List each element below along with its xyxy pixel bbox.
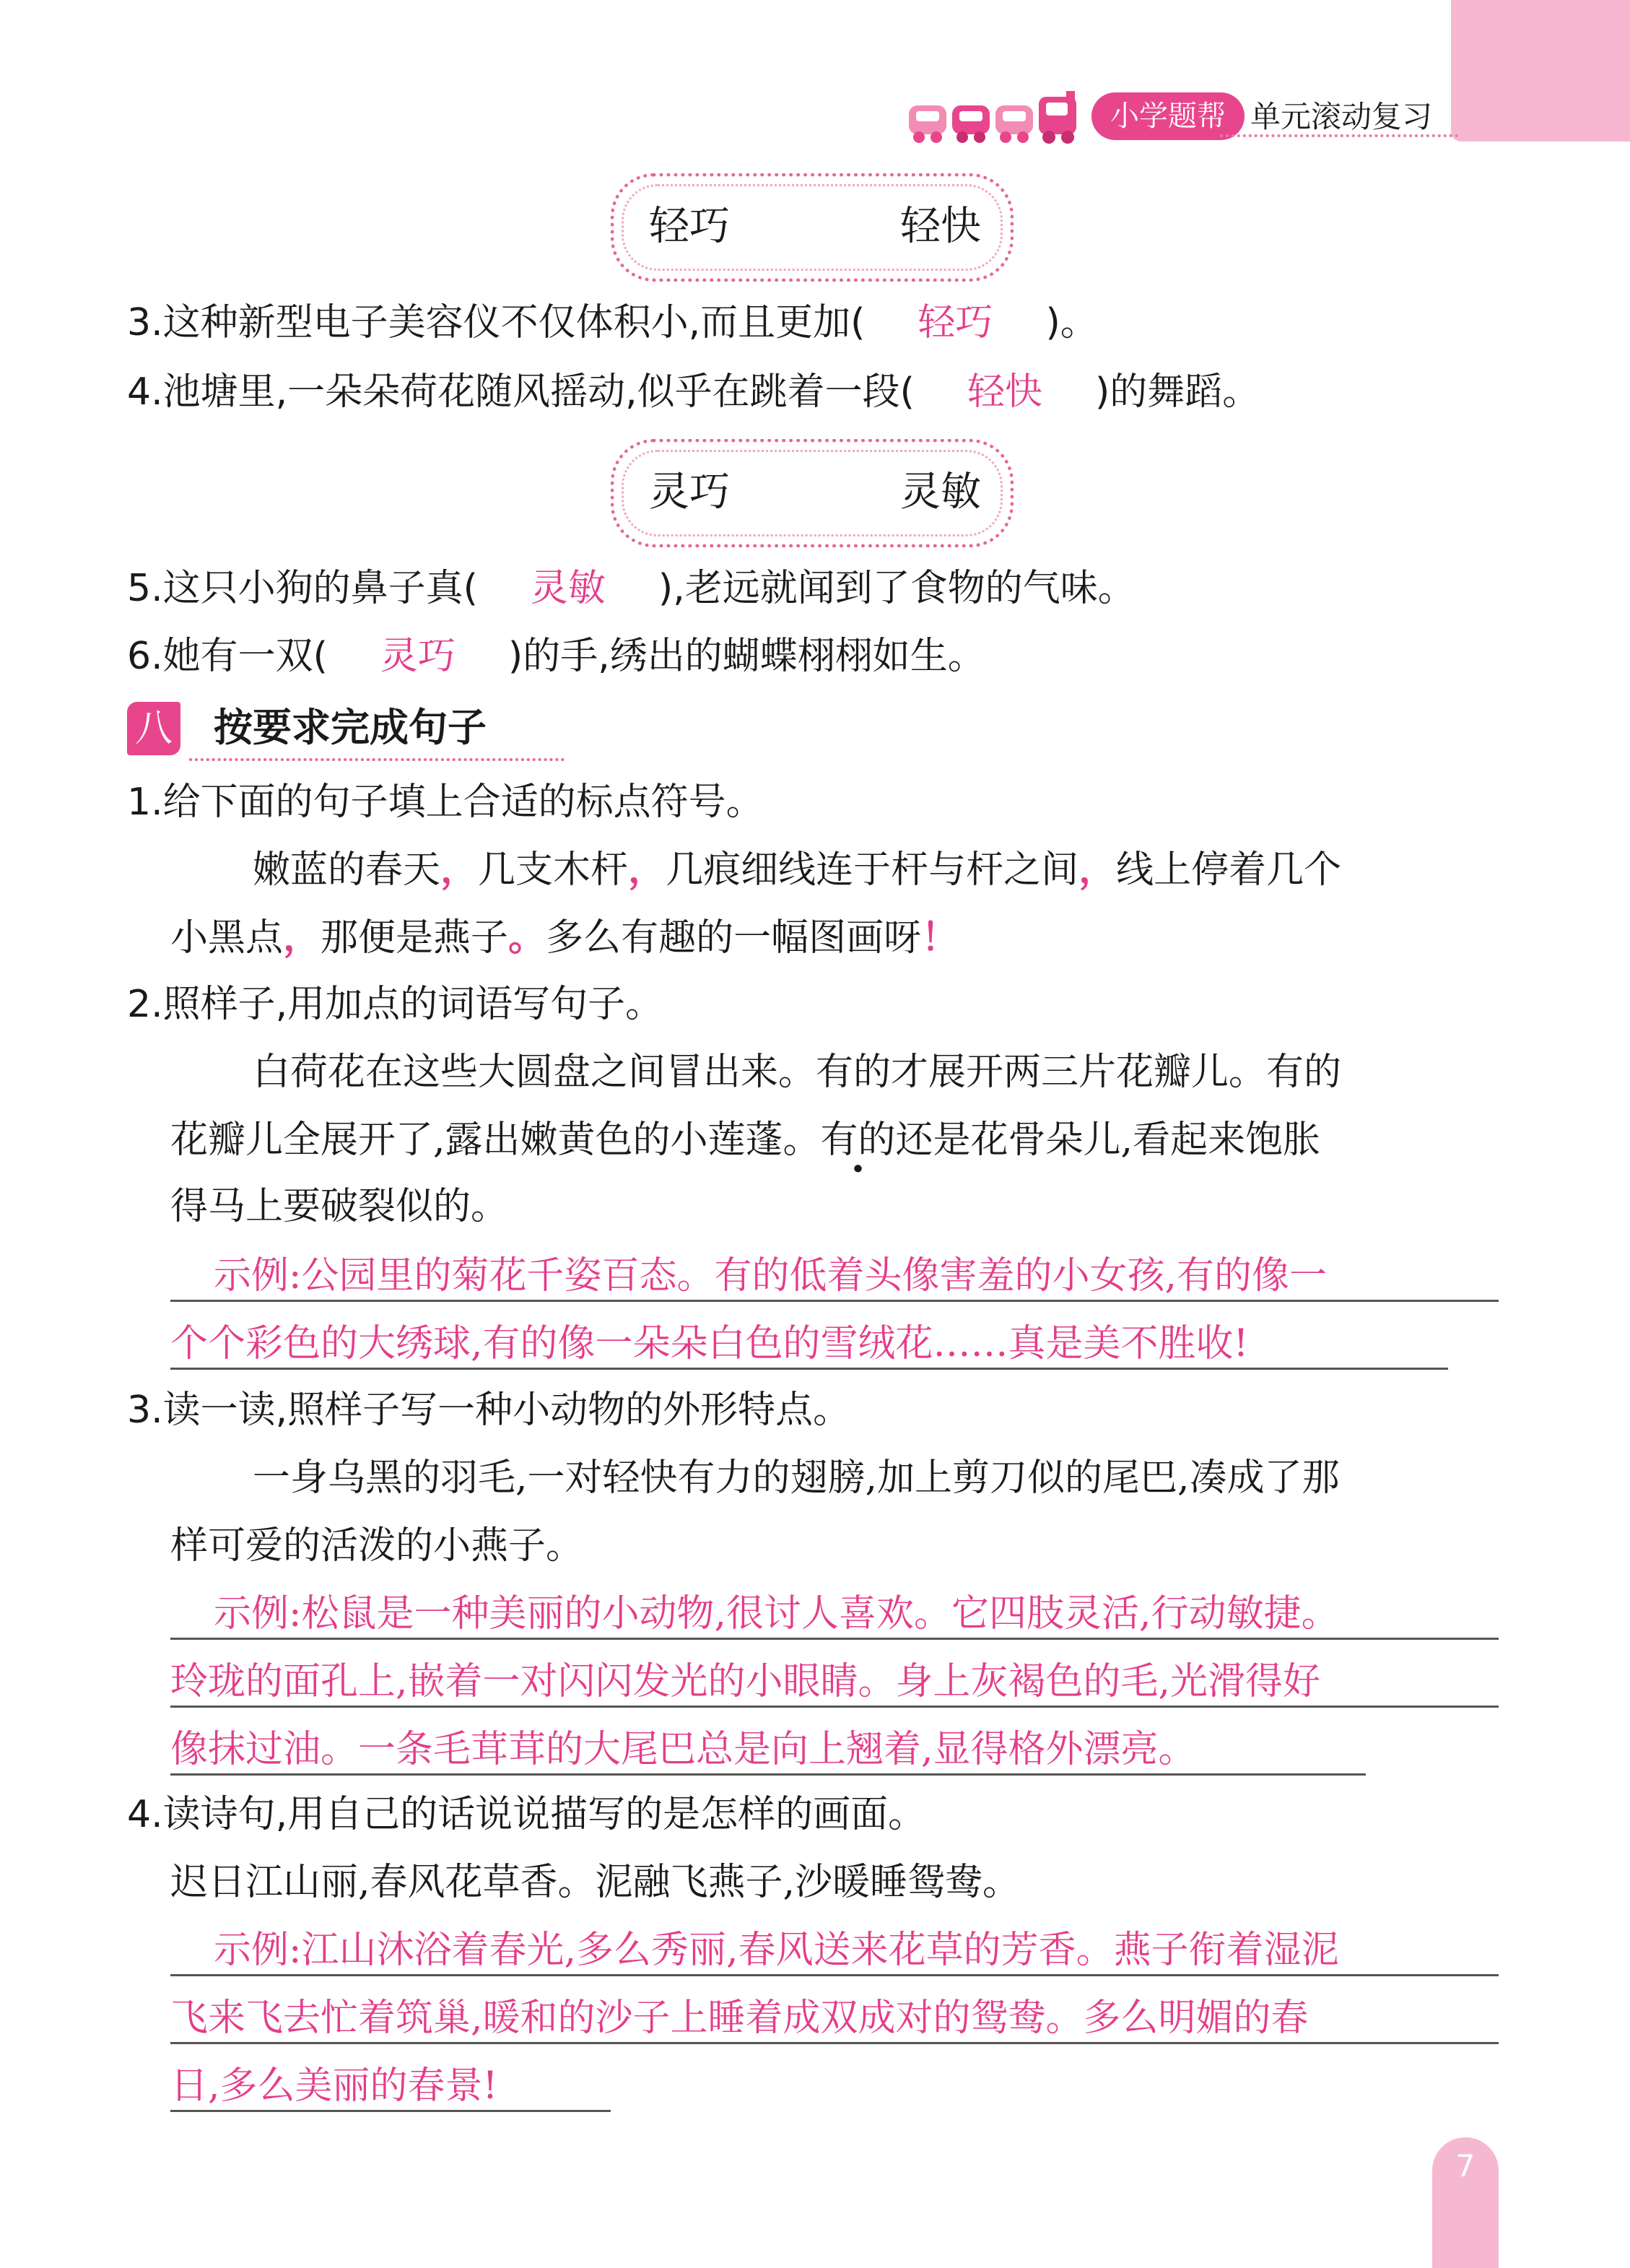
p2-text-line1: 白荷花在这些大圆盘之间冒出来。有的才展开两三片花瓣儿。有的 (253, 1051, 1342, 1094)
p3-answer-line1: 示例:松鼠是一种美丽的小动物,很讨人喜欢。它四肢灵活,行动敏捷。 (214, 1592, 1339, 1635)
p4-poem: 迟日江山丽,春风花草香。泥融飞燕子,沙暖睡鸳鸯。 (170, 1861, 1021, 1904)
answer-rule (170, 1974, 1499, 1976)
answer-rule (170, 2110, 611, 2112)
punct-3: ， (1078, 848, 1117, 892)
word-box-1 (611, 173, 1014, 282)
p3-text-line2: 样可爱的活泼的小燕子。 (170, 1524, 584, 1568)
punct-5: 。 (508, 916, 546, 960)
answer-4: 轻快 (967, 370, 1042, 414)
punct-2: ， (628, 848, 666, 892)
p2-answer-line2: 个个彩色的大绣球,有的像一朵朵白色的雪绒花……真是美不胜收! (170, 1322, 1249, 1365)
word-box-2 (611, 439, 1014, 547)
page-number: 7 (1455, 2148, 1476, 2184)
p1-text-line1: 嫩蓝的春天，几支木杆，几痕细线连于杆与杆之间，线上停着几个 (253, 848, 1342, 892)
corner-tab (1451, 0, 1630, 142)
section-title: 按要求完成句子 (214, 705, 487, 750)
word-box-1-word2: 轻快 (900, 203, 981, 250)
answer-rule (170, 1773, 1366, 1776)
question-6: 6.她有一双( 灵巧 )的手,绣出的蝴蝶栩栩如生。 (127, 631, 985, 682)
p2-answer-line1: 示例:公园里的菊花千姿百态。有的低着头像害羞的小女孩,有的像一 (214, 1254, 1328, 1298)
train-icon (906, 90, 1079, 147)
p4-question: 4.读诗句,用自己的话说说描写的是怎样的画面。 (127, 1793, 926, 1836)
p4-answer-line2: 飞来飞去忙着筑巢,暖和的沙子上睡着成双成对的鸳鸯。多么明媚的春 (170, 1997, 1309, 2040)
question-3: 3.这种新型电子美容仪不仅体积小,而且更加( 轻巧 )。 (127, 297, 1098, 348)
p1-question: 1.给下面的句子填上合适的标点符号。 (127, 781, 764, 824)
answer-6: 灵巧 (380, 635, 456, 678)
section-badge: 八 (127, 702, 180, 755)
header-divider (1220, 134, 1458, 137)
unit-title: 单元滚动复习 (1250, 99, 1433, 134)
p3-text-line1: 一身乌黑的羽毛,一对轻快有力的翅膀,加上剪刀似的尾巴,凑成了那 (253, 1456, 1340, 1500)
punct-6: ！ (921, 916, 959, 960)
punct-4: ， (283, 916, 321, 960)
p4-answer-line1: 示例:江山沐浴着春光,多么秀丽,春风送来花草的芳香。燕子衔着湿泥 (214, 1929, 1339, 1972)
answer-rule (170, 1638, 1499, 1640)
answer-rule (170, 1300, 1499, 1302)
word-box-2-word1: 灵巧 (649, 469, 730, 516)
emphasis-dotted-word: 有的 (820, 1118, 896, 1162)
p2-question: 2.照样子,用加点的词语写句子。 (127, 983, 663, 1026)
p2-text-line3: 得马上要破裂似的。 (170, 1185, 509, 1228)
answer-3: 轻巧 (918, 301, 993, 344)
question-4: 4.池塘里,一朵朵荷花随风摇动,似乎在跳着一段( 轻快 )的舞蹈。 (127, 367, 1260, 417)
section-underline (189, 758, 565, 761)
p3-answer-line3: 像抹过油。一条毛茸茸的大尾巴总是向上翘着,显得格外漂亮。 (170, 1728, 1196, 1771)
word-box-2-word2: 灵敏 (900, 469, 981, 516)
answer-rule (170, 1706, 1499, 1708)
question-5: 5.这只小狗的鼻子真( 灵敏 ),老远就闻到了食物的气味。 (127, 563, 1136, 614)
answer-rule (170, 2042, 1499, 2044)
p3-question: 3.读一读,照样子写一种小动物的外形特点。 (127, 1389, 851, 1432)
word-box-1-word1: 轻巧 (649, 203, 730, 250)
p4-answer-line3: 日,多么美丽的春景! (170, 2064, 498, 2108)
p1-text-line2: 小黑点，那便是燕子。多么有趣的一幅图画呀！ (170, 916, 959, 960)
answer-rule (170, 1368, 1448, 1370)
punct-1: ， (440, 848, 479, 892)
p3-answer-line2: 玲珑的面孔上,嵌着一对闪闪发光的小眼睛。身上灰褐色的毛,光滑得好 (170, 1660, 1321, 1703)
p2-text-line2: 花瓣儿全展开了,露出嫩黄色的小莲蓬。有的还是花骨朵儿,看起来饱胀 (170, 1115, 1320, 1165)
answer-5: 灵敏 (530, 567, 606, 610)
brand-badge: 小学题帮 (1091, 92, 1245, 140)
